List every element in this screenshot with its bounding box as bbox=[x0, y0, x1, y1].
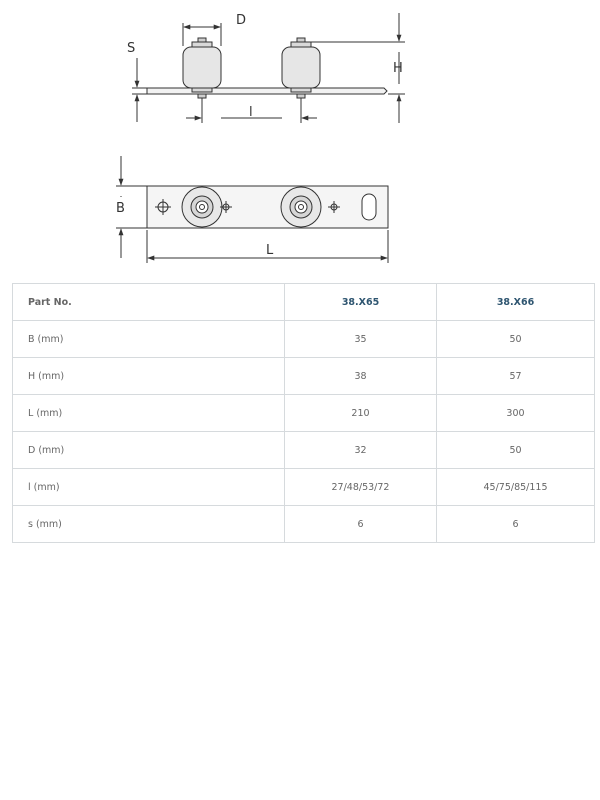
technical-drawing bbox=[0, 0, 600, 270]
row-label: l (mm) bbox=[13, 469, 285, 506]
table-row bbox=[13, 432, 595, 469]
left-roller-top bbox=[182, 187, 222, 227]
table-row bbox=[13, 358, 595, 395]
table-row bbox=[13, 506, 595, 543]
spec-table bbox=[12, 283, 595, 543]
header-38x65: 38.X65 bbox=[285, 284, 437, 321]
header-part-no: Part No. bbox=[13, 284, 285, 321]
table-row bbox=[13, 469, 595, 506]
table-row bbox=[13, 395, 595, 432]
row-label: L (mm) bbox=[13, 395, 285, 432]
cell-38x65: 6 bbox=[285, 506, 437, 543]
row-label: s (mm) bbox=[13, 506, 285, 543]
dim-label-d: D bbox=[236, 13, 247, 28]
cell-38x65: 32 bbox=[285, 432, 437, 469]
cell-38x65: 210 bbox=[285, 395, 437, 432]
row-label: D (mm) bbox=[13, 432, 285, 469]
row-label: H (mm) bbox=[13, 358, 285, 395]
cell-38x65: 27/48/53/72 bbox=[285, 469, 437, 506]
dim-label-b: B bbox=[116, 201, 125, 216]
cell-38x66: 45/75/85/115 bbox=[437, 469, 595, 506]
base-plate-side bbox=[147, 88, 387, 94]
cell-38x66: 6 bbox=[437, 506, 595, 543]
cell-38x66: 57 bbox=[437, 358, 595, 395]
dim-label-h: H bbox=[393, 61, 403, 76]
table-header-row bbox=[13, 284, 595, 321]
top-view bbox=[116, 156, 388, 263]
row-label: B (mm) bbox=[13, 321, 285, 358]
table-row bbox=[13, 321, 595, 358]
dim-label-l-small: l bbox=[249, 105, 253, 120]
dim-label-s: S bbox=[127, 41, 136, 56]
cell-38x66: 50 bbox=[437, 321, 595, 358]
slot-hole bbox=[362, 194, 376, 220]
header-38x66: 38.X66 bbox=[437, 284, 595, 321]
dim-label-l: L bbox=[266, 243, 274, 258]
cell-38x65: 38 bbox=[285, 358, 437, 395]
right-roller-top bbox=[281, 187, 321, 227]
cell-38x66: 300 bbox=[437, 395, 595, 432]
side-view bbox=[132, 13, 405, 123]
cell-38x65: 35 bbox=[285, 321, 437, 358]
cell-38x66: 50 bbox=[437, 432, 595, 469]
